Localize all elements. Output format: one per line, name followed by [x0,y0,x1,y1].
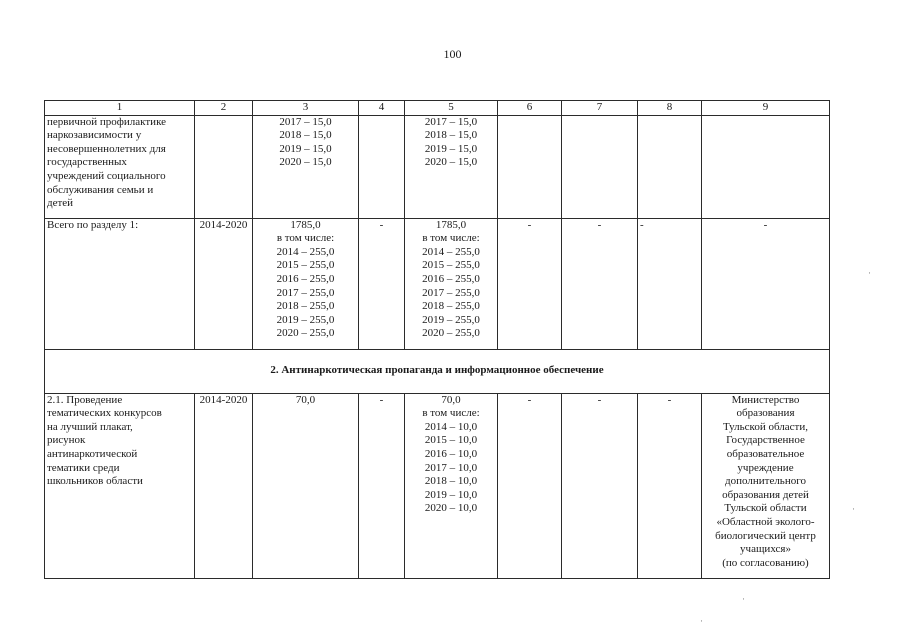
table-row [45,115,830,218]
text-line: учреждение [737,461,794,474]
column-number-row [45,101,830,116]
program-table [44,100,830,579]
text-line: 2017 – 15,0 [279,115,332,128]
text-line: 2016 – 10,0 [424,447,478,460]
text-line: Тульской области, [722,420,809,433]
funding-cell [498,115,562,218]
text-line: 2019 – 15,0 [424,142,478,155]
table-row [45,393,830,578]
text-line: 2018 – 15,0 [424,129,478,142]
text-line: 2019 – 255,0 [276,313,335,326]
funding-cell [405,393,498,578]
scan-speck: · [700,616,703,626]
section-total-label: Всего по разделу 1: [45,218,195,349]
text-line: учреждений социального [47,169,166,182]
scan-speck: · [868,268,871,278]
funding-cell: - [498,393,562,578]
text-line: 2019 – 15,0 [279,142,332,155]
funding-cell: - [359,393,405,578]
text-line: образовательное [726,447,805,460]
text-line: образования [736,407,795,420]
scan-speck: · [742,594,745,604]
column-number: 2 [195,101,253,116]
text-line: первичной профилактике [47,115,167,128]
text-line: в том числе: [422,407,480,420]
page-number: 100 [443,47,462,61]
executor-cell [702,393,830,578]
scan-speck: · [852,504,855,514]
column-number: 3 [253,101,359,116]
text-line: 2.1. Проведение [47,393,123,406]
funding-cell: - [562,393,638,578]
text-line: в том числе: [276,232,335,245]
text-line: 1785,0 [435,218,467,231]
text-line: 2020 – 10,0 [424,502,478,515]
section-title: 2. Антинаркотическая пропаганда и информационное обеспечение [45,349,830,393]
text-line: 2015 – 255,0 [422,259,480,272]
section-header-row [45,349,830,393]
text-line: несовершеннолетних для [47,142,166,155]
text-line: наркозависимости у [47,129,142,142]
total-funding-cell [253,218,359,349]
period-cell [195,115,253,218]
text-line: 2020 – 255,0 [276,327,335,340]
funding-cell: - [638,218,702,349]
funding-cell [359,115,405,218]
text-line: биологический центр [715,529,816,542]
funding-cell: - [562,218,638,349]
text-line: «Областной эколого- [716,515,815,528]
text-line: 2020 – 15,0 [279,156,332,169]
text-line: 2018 – 10,0 [424,475,478,488]
text-line: (по согласованию) [722,556,809,569]
period-cell: 2014-2020 [195,218,253,349]
text-line: рисунок [47,434,86,447]
text-line: 2014 – 255,0 [422,245,480,258]
text-line: на лучший плакат, [47,420,133,433]
total-funding-cell [253,115,359,218]
text-line: 70,0 [441,393,461,406]
column-number: 1 [45,101,195,116]
funding-cell [405,115,498,218]
text-line: 2020 – 255,0 [422,327,480,340]
text-line: 2018 – 255,0 [422,300,480,313]
text-line: 2017 – 255,0 [422,286,480,299]
funding-cell: - [638,393,702,578]
table-row [45,218,830,349]
text-line: 2015 – 255,0 [276,259,335,272]
text-line: 2020 – 15,0 [424,156,478,169]
text-line: тематических конкурсов [47,407,162,420]
column-number: 6 [498,101,562,116]
text-line: дополнительного [725,475,806,488]
text-line: 2017 – 10,0 [424,461,478,474]
text-line: 2017 – 255,0 [276,286,335,299]
column-number: 4 [359,101,405,116]
text-line: государственных [47,156,127,169]
text-line: школьников области [47,475,143,488]
funding-cell [562,115,638,218]
text-line: в том числе: [422,232,480,245]
text-line: учащихся» [740,543,791,556]
text-line: Министерство [731,393,800,406]
activity-description [45,115,195,218]
text-line: Тульской области [724,502,807,515]
text-line: 2019 – 255,0 [422,313,480,326]
funding-cell [405,218,498,349]
text-line: антинаркотической [47,447,138,460]
text-line: 2014 – 255,0 [276,245,335,258]
column-number: 9 [702,101,830,116]
text-line: 2014 – 10,0 [424,420,478,433]
funding-cell: - [359,218,405,349]
period-cell: 2014-2020 [195,393,253,578]
column-number: 8 [638,101,702,116]
text-line: образования детей [722,488,809,501]
executor-cell: - [702,218,830,349]
column-number: 7 [562,101,638,116]
text-line: 2018 – 255,0 [276,300,335,313]
funding-cell [638,115,702,218]
activity-description [45,393,195,578]
text-line: детей [47,197,74,210]
text-line: 1785,0 [290,218,321,231]
total-funding-cell: 70,0 [253,393,359,578]
text-line: обслуживания семьи и [47,183,154,196]
text-line: тематики среди [47,461,120,474]
text-line: 2016 – 255,0 [276,272,335,285]
text-line: 2017 – 15,0 [424,115,478,128]
text-line: 2019 – 10,0 [424,488,478,501]
column-number: 5 [405,101,498,116]
executor-cell [702,115,830,218]
text-line: 2018 – 15,0 [279,129,332,142]
text-line: Государственное [726,434,805,447]
text-line: 2016 – 255,0 [422,272,480,285]
text-line: 2015 – 10,0 [424,434,478,447]
funding-cell: - [498,218,562,349]
